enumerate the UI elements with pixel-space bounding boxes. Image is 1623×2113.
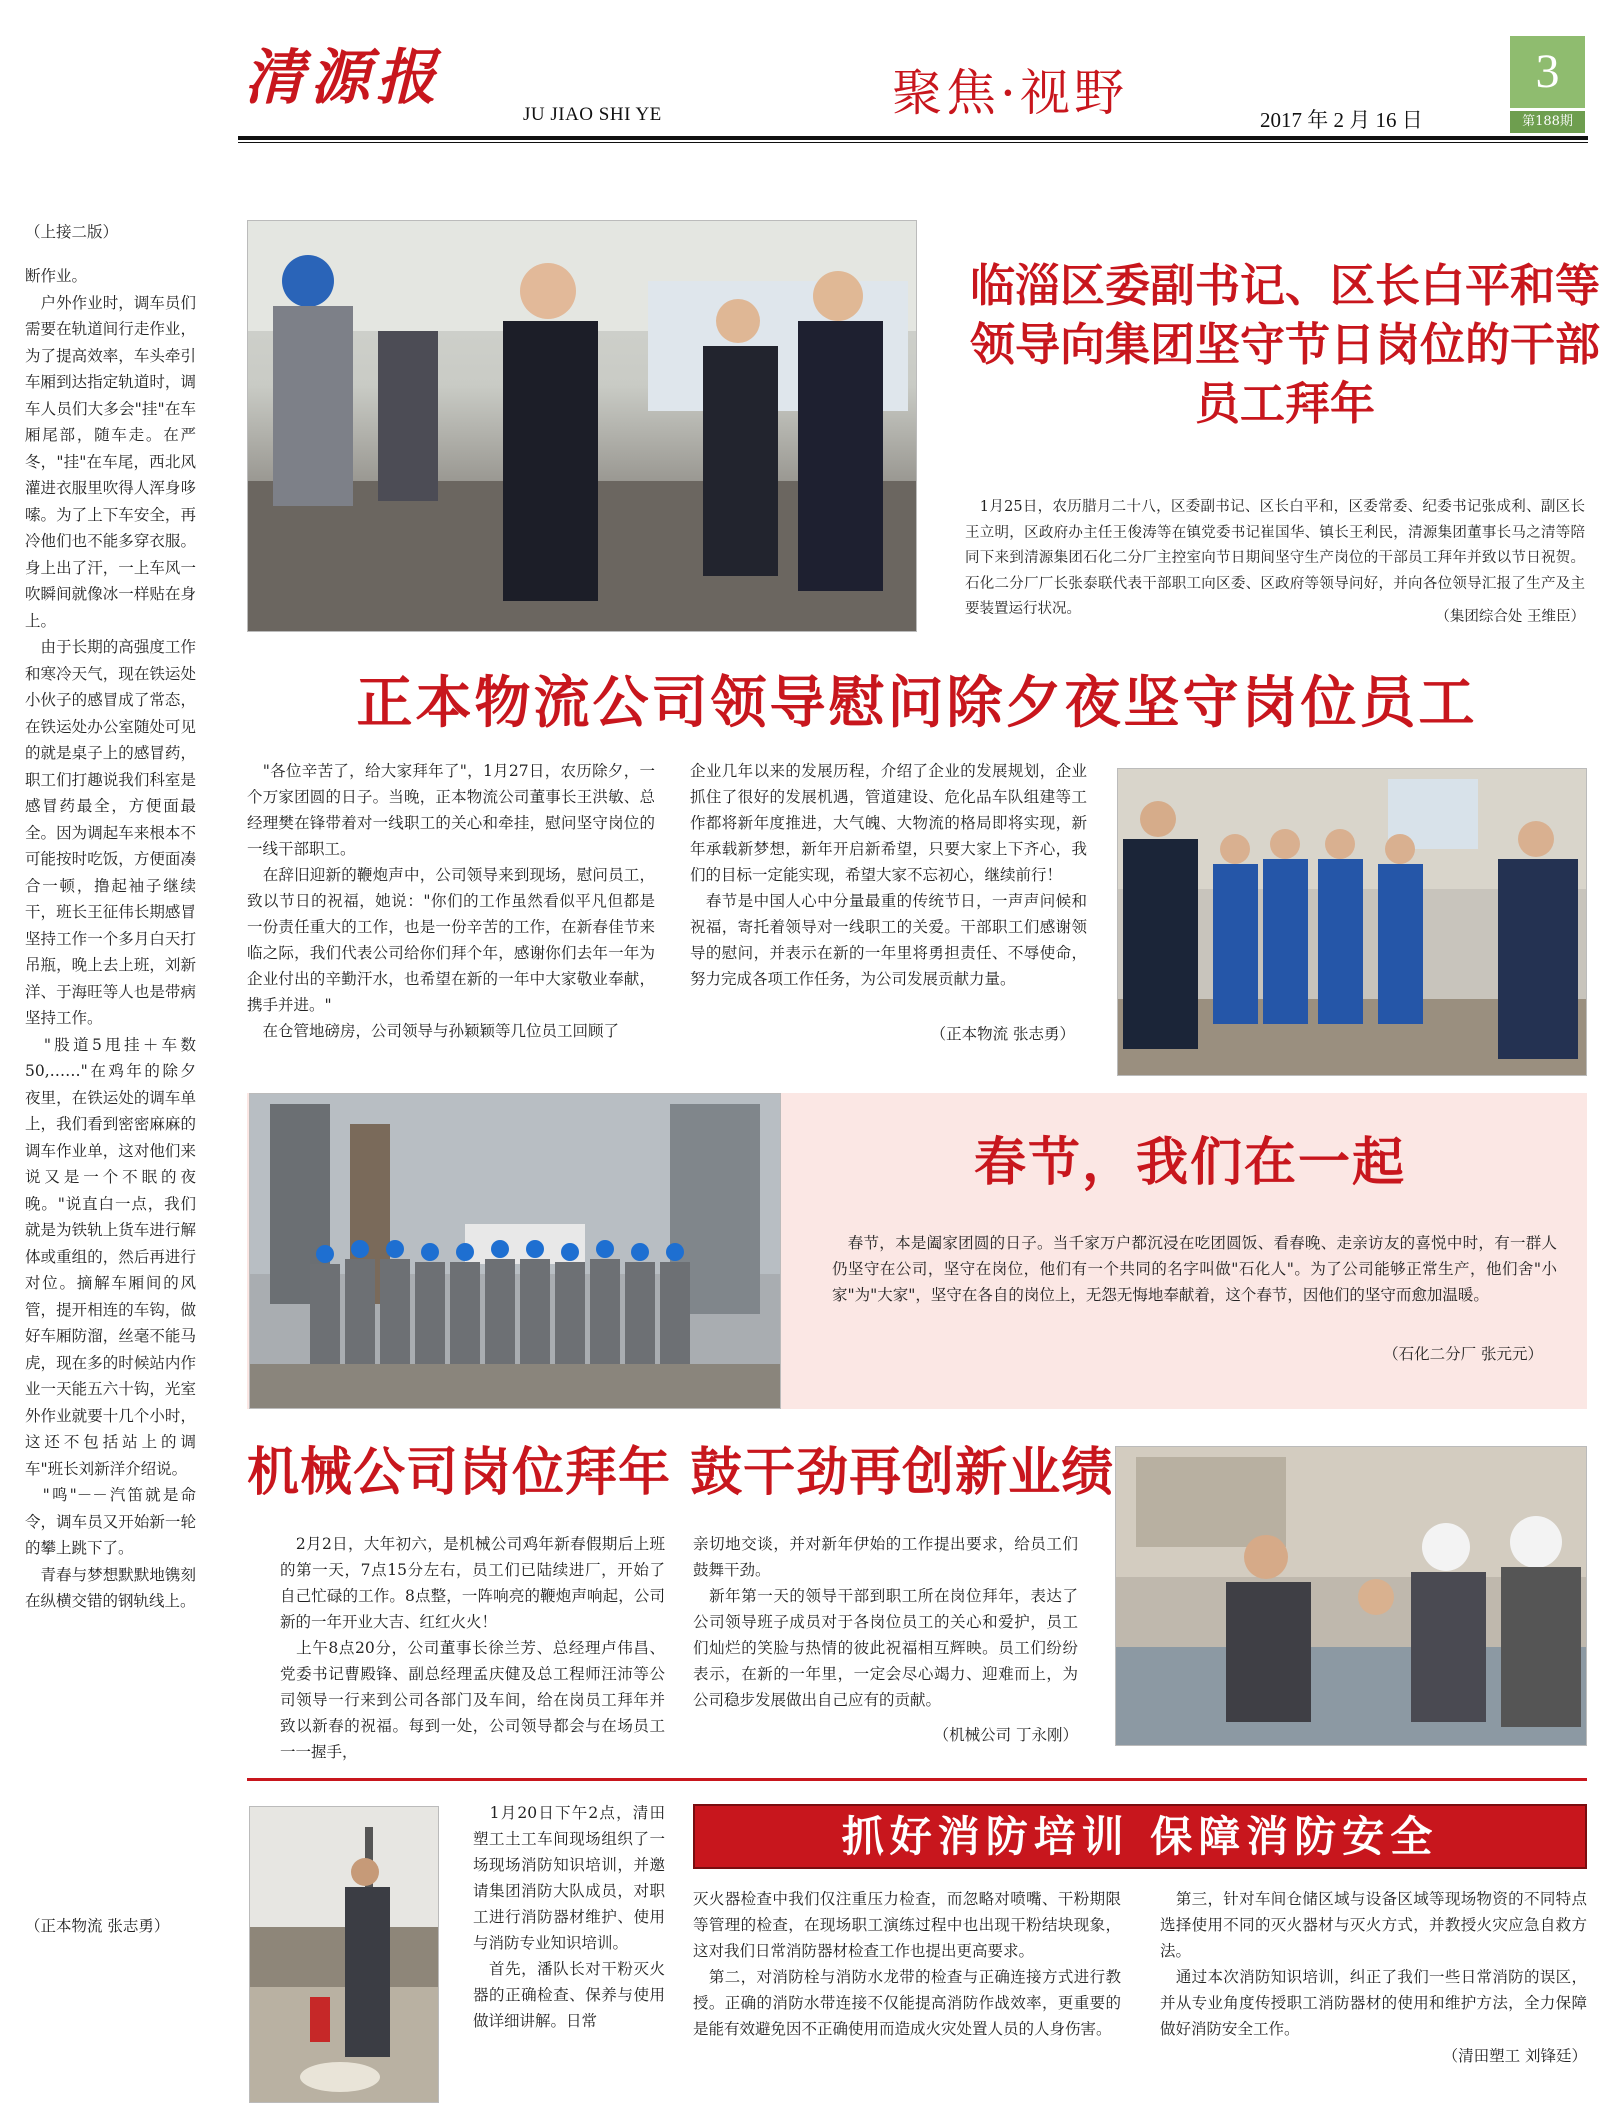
article5-col3: 第三，针对车间仓储区域与设备区域等现场物资的不同特点选择使用不同的灭火器材与灭火方式，并教授火灾应急自救方法。 通过本次消防知识培训，纠正了我们一些日常消防的误区，并从专业角度传授职工消防器材的使用和维护方法，全力保障做好消防安全工作。 [1160,1890,1587,2038]
article5-byline: （清田塑工 刘锋廷） [1442,2047,1587,2065]
masthead-logo: 清源报 [244,43,442,113]
article5-col2: 灭火器检查中我们仅注重压力检查，而忽略对喷嘴、干粉期限等管理的检查，在现场职工演练过程中也出现干粉结块现象，这对我们日常消防器材检查工作也提出更高要求。 第二，对消防栓与消防水龙带的检查与正确连接方式进行教授。正确的消防水带连接不仅能提高消防作战效率，更重要的是能有效避免因不正确使用而造成火灾处置人员的人身伤害。 [693,1890,1121,2038]
article1-headline: 临淄区委副书记、区长白平和等领导向集团坚守节日岗位的干部员工拜年 [969,259,1600,430]
article1-text: 1月25日，农历腊月二十八，区委副书记、区长白平和，区委常委、纪委书记张成利、副区长王立明，区政府办主任王俊涛等在镇党委书记崔国华、镇长王利民，清源集团董事长马之清等陪同下来到清源集团石化二分厂主控室向节日期间坚守生产岗位的干部员工拜年并致以节日祝贺。石化二分厂厂长张泰联代表干部职工向区委、区政府等领导问好，并向各位领导汇报了生产及主要装置运行状况。 [965,499,1585,617]
article5-col1: 1月20日下午2点，清田塑工土工车间现场组织了一场现场消防知识培训，并邀请集团消防大队成员，对职工进行消防器材维护、使用与消防专业知识培训。 首先，潘队长对干粉灭火器的正确检查、保养与使用做详细讲解。日常 [473,1804,665,2030]
left-column-byline: （正本物流 张志勇） [25,1917,170,1935]
left-column-text: 断作业。 户外作业时，调车员们需要在轨道间行走作业，为了提高效率，车头牵引车厢到达指定轨道时，调车人员们大多会"挂"在车厢尾部，随车走。在严冬，"挂"在车尾，西北风灌进衣服里吹得人浑身哆嗦。为了上下车安全，再冷他们也不能多穿衣服。身上出了汗，一上车风一吹瞬间就像冰一样贴在身上。 由于长期的高强度工作和寒冷天气，现在铁运处小伙子的感冒成了常态，在铁运处办公室随处可见的就是桌子上的感冒药，职工们打趣说我们科室是感冒药最全，方便面最全。因为调起车来根本不可能按时吃饭，方便面凑合一顿，撸起袖子继续干，班长王征伟长期感冒坚持工作一个多月白天打吊瓶，晚上去上班，刘新洋、于海旺等人也是带病坚持工作。 "股道5甩挂＋车数50,……"在鸡年的除夕夜里，在铁运处的调车单上，我们看到密密麻麻的调车作业单，这对他们来说又是一个不眠的夜晚。"说直白一点，我们就是为铁轨上货车进行解体或重组的，然后再进行对位。摘解车厢间的风管，提开相连的车钩，做好车厢防溜，丝毫不能马虎，现在多的时候站内作业一天能五六十钩，光室外作业就要十几个小时，这还不包括站上的调车"班长刘新洋介绍说。 "鸣"－－汽笛就是命令，调车员又开始新一轮的攀上跳下了。 青春与梦想默默地镌刻在纵横交错的钢轨线上。 [25,267,196,1610]
masthead-date: 2017 年 2 月 16 日 [1260,108,1423,132]
article4-col2: 亲切地交谈，并对新年伊始的工作提出要求，给员工们鼓舞干劲。 新年第一天的领导干部到职工所在岗位拜年，表达了公司领导班子成员对于各岗位员工的关心和爱护，员工们灿烂的笑脸与热情的彼此祝福相互辉映。员工们纷纷表示，在新的一年里，一定会尽心竭力、迎难而上，为公司稳步发展做出自己应有的贡献。 [693,1535,1078,1709]
logistics-staff-photo [1117,768,1587,1076]
article4-headline: 机械公司岗位拜年 鼓干劲再创新业绩 [247,1442,1115,1503]
article3-text: 春节，本是阖家团圆的日子。当千家万户都沉浸在吃团圆饭、看春晚、走亲访友的喜悦中时，有一群人仍坚守在公司，坚守在岗位，他们有一个共同的名字叫做"石化人"。为了公司能够正常生产，他们舍"小家"为"大家"，坚守在各自的岗位上，无怨无悔地奉献着，这个春节，因他们的坚守而愈加温暖。 [832,1234,1557,1304]
fire-training-photo [249,1806,439,2103]
article2-byline: （正本物流 张志勇） [930,1025,1075,1043]
section-divider [247,1778,1587,1781]
issue-badge: 第188期 [1510,111,1585,133]
article5-headline: 抓好消防培训 保障消防安全 [841,1812,1439,1861]
article1-byline: （集团综合处 王维臣） [1340,605,1585,626]
article2-headline: 正本物流公司领导慰问除夕夜坚守岗位员工 [356,670,1478,736]
page-number-badge: 3 [1510,36,1585,108]
article2-col1: "各位辛苦了，给大家拜年了"，1月27日，农历除夕，一个万家团圆的日子。当晚，正本物流公司董事长王洪敏、总经理樊在锋带着对一线职工的关心和牵挂，慰问坚守岗位的一线干部职工。 在辞旧迎新的鞭炮声中，公司领导来到现场，慰问员工，致以节日的祝福，她说："你们的工作虽然看似平凡但都是一份责任重大的工作，也是一份辛苦的工作，在新春佳节来临之际，我们代表公司给你们拜个年，感谢你们去年一年为企业付出的辛勤汗水，也希望在新的一年中大家敬业奉献，携手并进。" 在仓管地磅房，公司领导与孙颖颖等几位员工回顾了 [247,762,655,1040]
article3-headline: 春节，我们在一起 [973,1132,1406,1193]
masthead-pinyin: JU JIAO SHI YE [523,104,662,125]
masthead-rule [238,136,1588,140]
masthead-rule-thin [238,142,1588,143]
article3-byline: （石化二分厂 张元元） [1383,1345,1543,1363]
article2-col2: 企业几年以来的发展历程，介绍了企业的发展规划，企业抓住了很好的发展机遇，管道建设、危化品车队组建等工作都将新年度推进，大气魄、大物流的格局即将实现，新年承载新梦想，新年开启新希望，只要大家上下齐心，我们的目标一定能实现，希望大家不忘初心，继续前行！ 春节是中国人心中分量最重的传统节日，一声声问候和祝福，寄托着领导对一线职工的关爱。干部职工们感谢领导的慰问，并表示在新的一年里将勇担责任、不辱使命，努力完成各项工作任务，为公司发展贡献力量。 [690,762,1087,988]
masthead-section: 聚焦·视野 [892,64,1128,122]
machinery-visit-photo [1115,1446,1587,1746]
article4-col1: 2月2日，大年初六，是机械公司鸡年新春假期后上班的第一天，7点15分左右，员工们已陆续进厂，开始了自己忙碌的工作。8点整，一阵响亮的鞭炮声响起，公司新的一年开业大吉、红红火火！ 上午8点20分，公司董事长徐兰芳、总经理卢伟昌、党委书记曹殿锋、副总经理孟庆健及总工程师汪沛等公司领导一行来到公司各部门及车间，给在岗员工拜年并致以新春的祝福。每到一处，公司领导都会与在场员工一一握手， [280,1535,665,1761]
leaders-visit-photo [247,220,917,632]
petrochem-team-photo [249,1093,781,1409]
article4-byline: （机械公司 丁永刚） [933,1726,1078,1744]
left-column-lead: （上接二版） [25,223,119,241]
